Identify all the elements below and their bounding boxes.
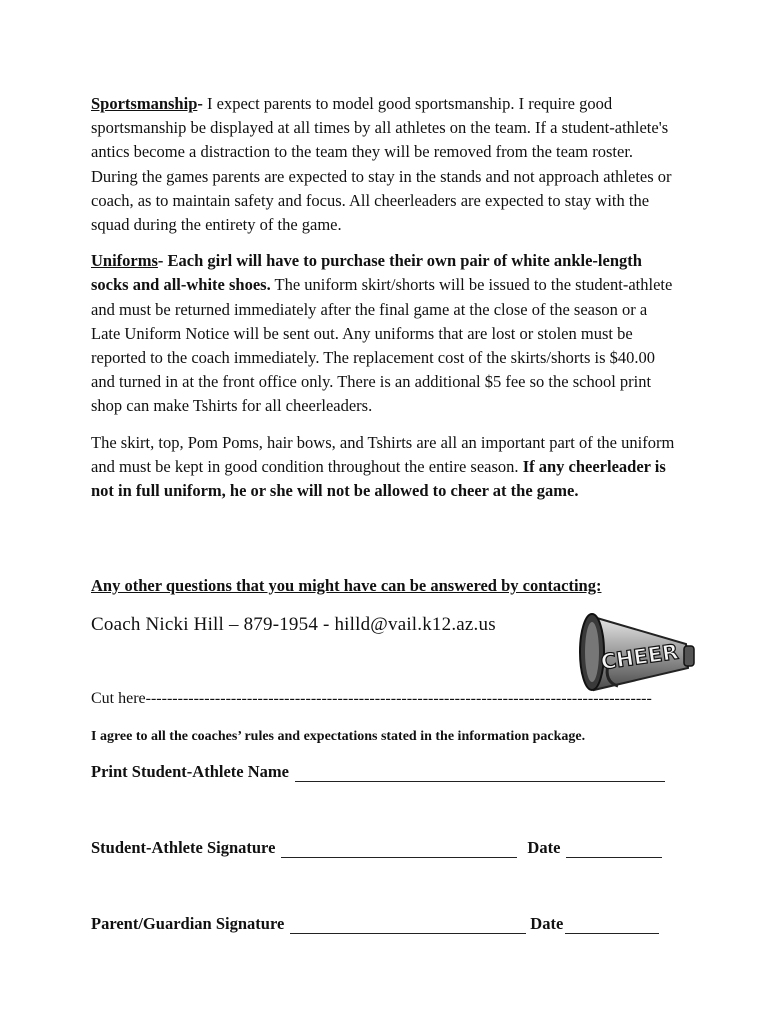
sportsmanship-heading: Sportsmanship xyxy=(91,94,198,113)
print-name-field[interactable] xyxy=(295,767,665,782)
megaphone-text: CHEER xyxy=(599,639,680,675)
sportsmanship-dash: - xyxy=(197,94,207,113)
sportsmanship-text: I expect parents to model good sportsmanship. I require good sportsmanship be displayed at all times by all athletes on the team. If a student-athlete's antics become a distraction to the team they will be removed from the team roster. During the games parents are expected to stay in the stands and not approach athletes or coach, as to maintain safety and focus. All cheerleaders are expected to stay with the squad during the entirety of the game. xyxy=(91,94,672,235)
athlete-date-label: Date xyxy=(527,838,561,857)
uniform-parts-text: The skirt, top, Pom Poms, hair bows, and Tshirts are all an important part of the uniform and must be kept in good condition throughout the entire season. xyxy=(91,432,675,476)
contact-heading: Any other questions that you might have can be answered by contacting: xyxy=(91,576,602,595)
athlete-signature-label: Student-Athlete Signature xyxy=(91,838,276,857)
parent-date-label: Date xyxy=(530,914,564,933)
athlete-signature-field[interactable] xyxy=(281,843,517,858)
parent-signature-field[interactable] xyxy=(290,919,526,934)
uniform-parts-bold: If any cheerleader is not in full uniform, he or she will not be allowed to cheer at the game. xyxy=(91,456,666,501)
document-body xyxy=(91,92,679,515)
parent-signature-row xyxy=(91,914,679,934)
parent-date-field[interactable] xyxy=(565,919,659,934)
uniforms-text: The uniform skirt/shorts will be issued to the student-athlete and must be returned immediately after the final game at the close of the season or a Late Uniform Notice will be sent out. Any uniforms that are lost or stolen must be reported to the coach immediately. The replacement cost of the skirts/shorts is $40.00 and turned in at the front office only. There is an additional $5 fee so the school print shop can make Tshirts for all cheerleaders. xyxy=(91,275,673,416)
uniforms-bold-intro: - Each girl will have to purchase their own pair of white ankle-length socks and all-white shoes. xyxy=(91,251,642,295)
athlete-date-field[interactable] xyxy=(566,843,662,858)
uniform-parts-paragraph xyxy=(91,431,679,504)
print-name-label: Print Student-Athlete Name xyxy=(91,762,289,781)
uniforms-heading: Uniforms xyxy=(91,251,158,271)
megaphone-icon xyxy=(568,604,700,696)
uniforms-paragraph xyxy=(91,249,679,418)
athlete-signature-row xyxy=(91,838,679,858)
cut-line: Cut here----------------------------------------------------------------------------------------------- xyxy=(91,690,652,707)
print-name-row xyxy=(91,762,679,782)
parent-signature-label: Parent/Guardian Signature xyxy=(91,914,285,933)
agreement-statement: I agree to all the coaches’ rules and expectations stated in the information package. xyxy=(91,729,586,744)
sportsmanship-paragraph xyxy=(91,92,679,237)
contact-line: Coach Nicki Hill – 879-1954 - hilld@vail.k12.az.us xyxy=(91,614,496,635)
